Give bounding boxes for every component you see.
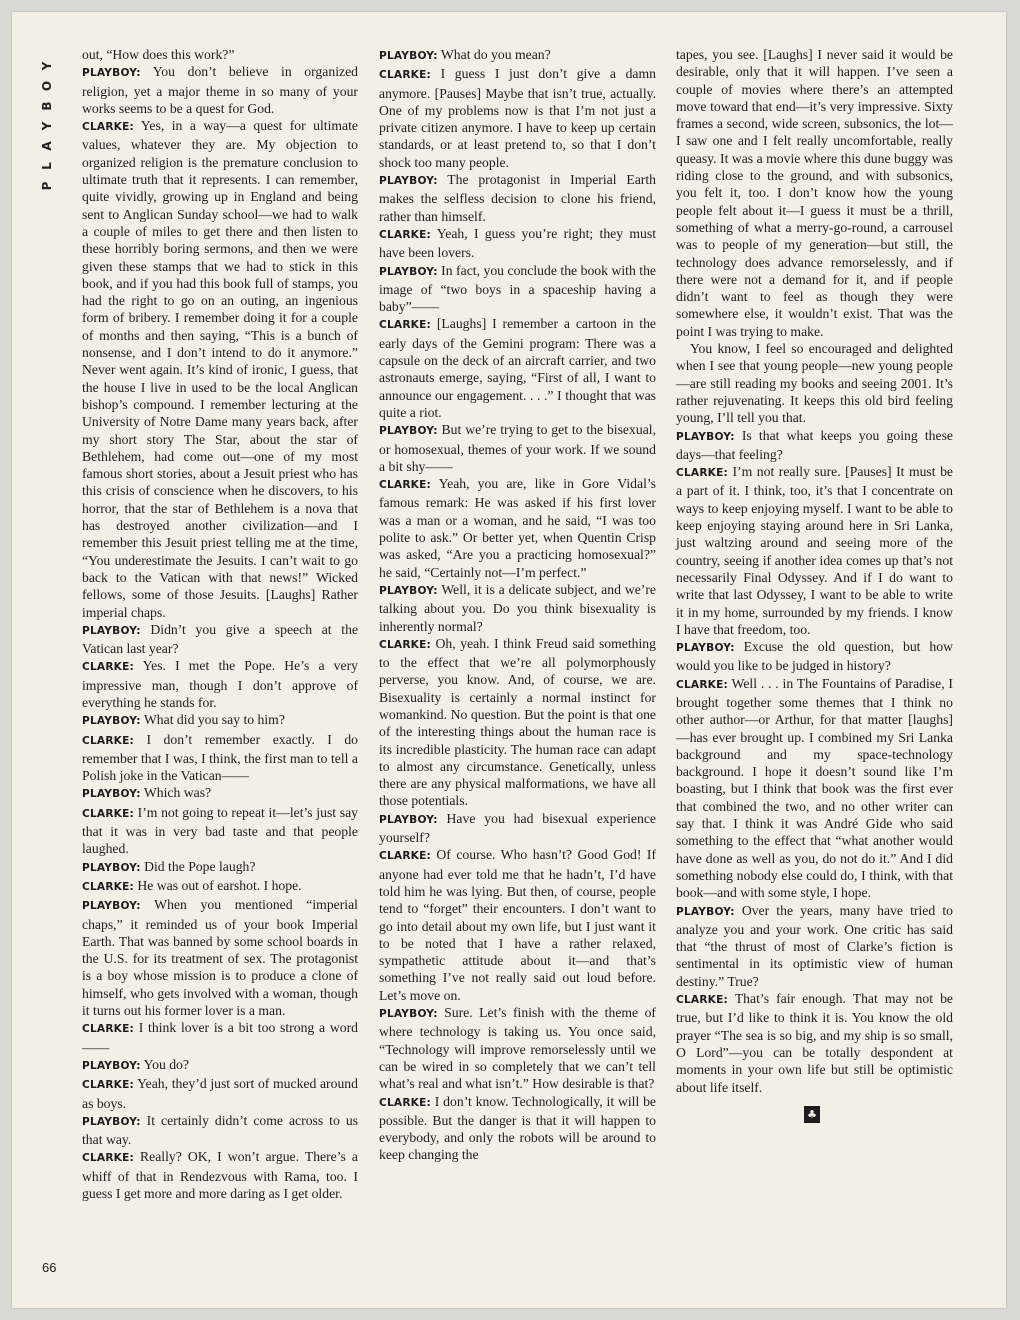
interview-paragraph bbox=[676, 427, 953, 464]
paragraph-text: Did the Pope laugh? bbox=[144, 858, 256, 874]
paragraph-text: Well, it is a delicate subject, and we’re talking about you. Do you think bisexuality is inherently normal? bbox=[379, 581, 656, 634]
interview-paragraph bbox=[82, 1112, 358, 1149]
interview-paragraph bbox=[676, 902, 953, 990]
speaker-label: PLAYBOY: bbox=[82, 1115, 141, 1128]
speaker-label: PLAYBOY: bbox=[82, 861, 141, 874]
paragraph-text: When you mentioned “imperial chaps,” it reminded us of your book Imperial Earth. That was banned by some school boards in the U.S. for its treatment of sex. The protagonist is a boy whose mission is to produce a clone of himself, who gets involved with a woman, though it turns out his former lover is a man. bbox=[82, 897, 358, 1019]
speaker-label: CLARKE: bbox=[82, 121, 134, 134]
speaker-label: PLAYBOY: bbox=[379, 813, 438, 826]
paragraph-text: Oh, yeah. I think Freud said something to the effect that we’re all polymorphously perverse, you know. And, of course, we are. Bisexuality is certainly a normal instinct for womankind. No question. But the point is that one of the interesting things about the human race is its incredible plasticity. The human race can adapt to almost any circumstance. Genetically, unless there are any physical malformations, we have all those potentials. bbox=[379, 635, 656, 809]
magazine-name-vertical bbox=[40, 56, 54, 196]
paragraph-text: I’m not going to repeat it—let’s just say that it was in very bad taste and that people laughed. bbox=[82, 804, 359, 857]
paragraph-text: Yes. I met the Pope. He’s a very impressive man, though I don’t approve of everything he stands for. bbox=[82, 658, 358, 710]
paragraph-text: I’m not really sure. [Pauses] It must be a part of it. I think, too, it’s that I concentrate on ways to keep enjoying myself. I want to be able to keep enjoying staying around here in Sri Lanka, just waltzing around and seeing more of the country, seeing if another idea comes up that’s not necessarily Final Odyssey. And if I do want to write that last Odyssey, I want to be able to write it in my home, surrounded by my friends. I know I have that freedom, too. bbox=[676, 464, 953, 637]
paragraph-text: out, “How does this work?” bbox=[82, 47, 235, 62]
paragraph-text: What did you say to him? bbox=[143, 712, 285, 728]
speaker-label: CLARKE: bbox=[379, 850, 431, 863]
interview-paragraph bbox=[82, 1019, 358, 1056]
interview-paragraph bbox=[379, 262, 656, 316]
paragraph-text: [Laughs] I remember a cartoon in the early days of the Gemini program: There was a capsule on the deck of an aircraft carrier, and two astronauts emerge, saying, “First of all, I want to announce our engagement. . . .” I thought that was quite a riot. bbox=[379, 316, 656, 420]
magazine-name-letter: Y bbox=[40, 121, 54, 131]
speaker-label: PLAYBOY: bbox=[676, 642, 735, 655]
speaker-label: CLARKE: bbox=[82, 1023, 134, 1036]
interview-paragraph bbox=[676, 463, 953, 638]
magazine-name-letter: A bbox=[40, 141, 54, 151]
paragraph-text: Excuse the old question, but how would you like to be judged in history? bbox=[676, 639, 953, 674]
speaker-label: PLAYBOY: bbox=[379, 265, 438, 278]
text-column-3 bbox=[676, 46, 953, 1123]
interview-paragraph bbox=[676, 675, 953, 902]
paragraph-text: Have you had bisexual experience yourself? bbox=[379, 810, 656, 846]
paragraph-text: I guess I just don’t give a damn anymore. [Pauses] Maybe that isn’t true, actually. One of my problems now is that I’m not just a private citizen anymore. I have to keep up certain standards, or at least pretend to, so that I don’t shock too many people. bbox=[379, 66, 657, 170]
interview-paragraph bbox=[82, 1148, 358, 1202]
continued-paragraph bbox=[676, 340, 953, 426]
speaker-label: PLAYBOY: bbox=[82, 788, 141, 801]
magazine-name-letter: P bbox=[40, 181, 54, 191]
interview-paragraph bbox=[676, 638, 953, 675]
speaker-label: CLARKE: bbox=[379, 228, 431, 241]
interview-paragraph bbox=[379, 1093, 656, 1164]
paragraph-text: Really? OK, I won’t argue. There’s a whiff of that in Rendezvous with Rama, too. I guess I get more and more daring as I get older. bbox=[82, 1149, 359, 1201]
paragraph-text: tapes, you see. [Laughs] I never said it would be desirable, only that it will happen. I’ve seen a couple of movies where there’s an attempted move toward that end—it’s very impressive. Sixty frames a second, wide screen, subsonics, the lot—I saw one and I felt really uncomfortable, really queasy. It was a movie where this dune buggy was riding close to the ground, and with subsonics, you felt it, too. I don’t know how the young people felt about it—I guess it must be a thrill, something of what a merry-go-round, a carrousel was to people of my generation—but still, the technology does advance remorselessly, and if there were not a demand for it, and if people didn’t want to feel as though they were somewhere else, it wouldn’t exist. That was the point I was trying to make. bbox=[676, 47, 953, 339]
speaker-label: PLAYBOY: bbox=[379, 584, 438, 597]
speaker-label: CLARKE: bbox=[676, 994, 728, 1007]
interview-paragraph bbox=[82, 1075, 358, 1112]
paragraph-text: Of course. Who hasn’t? Good God! If anyone had ever told me that he hadn’t, I’d have told him he was lying. But then, of course, people tend to “forget” their encounters. I don’t want to go into detail about my own life, but I just want it to be noted that I have a rather relaxed, sympathetic attitude about it—and that’s something I’ve not really said out loud before. Let’s move on. bbox=[379, 847, 656, 1003]
speaker-label: PLAYBOY: bbox=[379, 425, 438, 438]
interview-paragraph bbox=[82, 117, 358, 621]
paragraph-text: It certainly didn’t come across to us that way. bbox=[82, 1112, 358, 1148]
paragraph-text: Yeah, I guess you’re right; they must have been lovers. bbox=[379, 225, 656, 261]
paragraph-text: Which was? bbox=[143, 785, 212, 801]
text-column-2 bbox=[379, 46, 656, 1164]
paragraph-text: I don’t remember exactly. I do remember that I was, I think, the first man to tell a Polish joke in the Vatican—— bbox=[82, 731, 359, 784]
magazine-name-letter: L bbox=[40, 162, 54, 170]
magazine-name-letter: Y bbox=[40, 61, 54, 71]
paragraph-text: That’s fair enough. That may not be true, but I’d like to think it is. You know the old prayer “The sea is so big, and my ship is so small, O Lord”—you can be totally despondent at moments in your own life but still be optimistic about life itself. bbox=[676, 991, 953, 1095]
paragraph-text: Is that what keeps you going these days—that feeling? bbox=[676, 427, 953, 462]
paragraph-text: Yes, in a way—a quest for ultimate values, whatever they are. My objection to organized religion is the premature conclusion to ultimate truth that it represents. I can remember, quite vividly, growing up in England and being sent to Anglican Sunday school—we had to walk a couple of miles to get there and then listen to these horribly boring sermons, and then we were given these stamps that we had to stick in this book, and if you had this book full of stamps, you had the right to go on an outing, an ingenious form of bribery. I remember doing it for a couple of months and then saying, “This is a bunch of nonsense, and I don’t intend to do it anymore.” Never went again. It’s kind of ironic, I guess, that the house I live in used to be the local Anglican bishop’s compound. I remember lecturing at the University of Notre Dame many years back, after my short story The Star, about the star of Bethlehem, had come out—one of my most famous short stories, about a Jesuit priest who has this crisis of conscience when he discovers, to his horror, that the star of Bethlehem is a nova that has destroyed another civilization—and I remember this Jesuit priest telling me at the time, “You underestimate the Jesuits. I can’t wait to go back to the Vatican with that news!” Wicked fellows, some of those Jesuits. [Laughs] Rather imperial chaps. bbox=[82, 118, 358, 620]
interview-paragraph bbox=[82, 877, 358, 896]
speaker-label: PLAYBOY: bbox=[82, 900, 141, 913]
speaker-label: PLAYBOY: bbox=[379, 175, 438, 188]
paragraph-text: I think lover is a bit too strong a word—— bbox=[82, 1020, 358, 1055]
speaker-label: CLARKE: bbox=[379, 319, 431, 332]
interview-paragraph bbox=[82, 784, 358, 803]
paragraph-text: Over the years, many have tried to analyze you and your work. One critic has said that “the thrust of most of Clarke’s fiction is sentimental in its optimistic view of human destiny.” True? bbox=[676, 902, 953, 989]
speaker-label: PLAYBOY: bbox=[676, 430, 735, 443]
paragraph-text: What do you mean? bbox=[440, 47, 551, 62]
interview-paragraph bbox=[82, 896, 358, 1019]
interview-paragraph bbox=[82, 804, 358, 858]
interview-paragraph bbox=[379, 65, 656, 171]
speaker-label: PLAYBOY: bbox=[82, 715, 141, 728]
paragraph-text: Yeah, they’d just sort of mucked around as boys. bbox=[82, 1076, 358, 1111]
text-column-1 bbox=[82, 46, 358, 1202]
paragraph-text: In fact, you conclude the book with the image of “two boys in a spaceship having a baby”—— bbox=[379, 262, 656, 315]
interview-paragraph bbox=[82, 711, 358, 730]
interview-paragraph bbox=[676, 990, 953, 1096]
paragraph-text: Yeah, you are, like in Gore Vidal’s famous remark: He was asked if his first lover was a man or a woman, and he said, “I was too polite to ask.” Or better yet, when Quentin Crisp was asked, “Are you a practicing homosexual?” he said, “Certainly not—I’m perfect.” bbox=[379, 476, 657, 580]
interview-paragraph bbox=[379, 810, 656, 847]
speaker-label: CLARKE: bbox=[379, 638, 431, 651]
paragraph-text: You know, I feel so encouraged and delighted when I see that young people—new young people—are still reading my books and seeing 2001. It’s rather rejuvenating. It keeps this old bird feeling young, I’ll tell you that. bbox=[676, 341, 953, 426]
interview-paragraph bbox=[82, 621, 358, 658]
paragraph-text: You do? bbox=[143, 1056, 189, 1072]
interview-paragraph bbox=[379, 475, 656, 581]
interview-paragraph bbox=[379, 846, 656, 1004]
interview-paragraph bbox=[379, 225, 656, 262]
speaker-label: CLARKE: bbox=[82, 880, 134, 893]
speaker-label: CLARKE: bbox=[82, 734, 134, 747]
interview-paragraph bbox=[379, 46, 656, 65]
interview-paragraph bbox=[82, 731, 358, 785]
paragraph-text: Well . . . in The Fountains of Paradise, I brought together some themes that I think no other author—or Arthur, for that matter [laughs]—has ever brought up. I combined my Sri Lanka background and my space-technology background. I hope it doesn’t sound like I’m boasting, but I think that book was the first ever that combined the two, and no other writer can say that. I think it was André Gide who said something to the effect that “what another would have done as well as you, do not do it.” And I did something nobody else could do, I think, with that book—and with some style, I hope. bbox=[676, 675, 953, 901]
paragraph-text: I don’t know. Technologically, it will be possible. But the danger is that it will happen to everybody, and only the robots will be around to keep changing the bbox=[379, 1093, 656, 1163]
page-number: 66 bbox=[42, 1260, 57, 1275]
speaker-label: PLAYBOY: bbox=[82, 67, 141, 80]
speaker-label: PLAYBOY: bbox=[379, 1008, 438, 1021]
paragraph-text: The protagonist in Imperial Earth makes the selfless decision to clone his friend, rather than himself. bbox=[379, 172, 656, 224]
interview-paragraph bbox=[379, 635, 656, 810]
speaker-label: CLARKE: bbox=[676, 678, 728, 691]
speaker-label: CLARKE: bbox=[82, 1079, 134, 1092]
continued-paragraph bbox=[82, 46, 358, 63]
interview-paragraph bbox=[379, 315, 656, 421]
speaker-label: CLARKE: bbox=[82, 807, 134, 820]
paragraph-text: Sure. Let’s finish with the theme of where technology is taking us. You once said, “Technology will improve remorselessly until we can be wired in so completely that we can’t tell what’s real and what isn’t.” How desirable is that? bbox=[379, 1005, 656, 1092]
speaker-label: PLAYBOY: bbox=[82, 1059, 141, 1072]
speaker-label: CLARKE: bbox=[379, 69, 431, 82]
interview-paragraph bbox=[82, 657, 358, 711]
interview-paragraph bbox=[82, 858, 358, 877]
interview-paragraph bbox=[379, 421, 656, 475]
magazine-name-letter: B bbox=[40, 101, 54, 111]
speaker-label: CLARKE: bbox=[379, 479, 431, 492]
speaker-label: PLAYBOY: bbox=[676, 905, 735, 918]
magazine-page bbox=[12, 12, 1006, 1308]
speaker-label: PLAYBOY: bbox=[82, 624, 141, 637]
interview-paragraph bbox=[82, 63, 358, 117]
magazine-name-letter: O bbox=[40, 80, 54, 92]
speaker-label: CLARKE: bbox=[82, 1152, 134, 1165]
continued-paragraph bbox=[676, 46, 953, 340]
paragraph-text: He was out of earshot. I hope. bbox=[137, 877, 302, 893]
interview-paragraph bbox=[379, 581, 656, 635]
speaker-label: CLARKE: bbox=[676, 467, 728, 480]
paragraph-text: Didn’t you give a speech at the Vatican last year? bbox=[82, 621, 359, 657]
interview-paragraph bbox=[379, 171, 656, 225]
interview-paragraph bbox=[379, 1004, 656, 1092]
speaker-label: CLARKE: bbox=[82, 661, 134, 674]
bunny-end-mark-icon: ♣ bbox=[804, 1106, 820, 1123]
speaker-label: CLARKE: bbox=[379, 1096, 431, 1109]
speaker-label: PLAYBOY: bbox=[379, 50, 438, 62]
interview-paragraph bbox=[82, 1056, 358, 1075]
paragraph-text: But we’re trying to get to the bisexual, or homosexual, themes of your work. If we sound a bit shy—— bbox=[379, 422, 656, 474]
paragraph-text: You don’t believe in organized religion, yet a major theme in so many of your works seems to be a quest for God. bbox=[82, 64, 358, 116]
